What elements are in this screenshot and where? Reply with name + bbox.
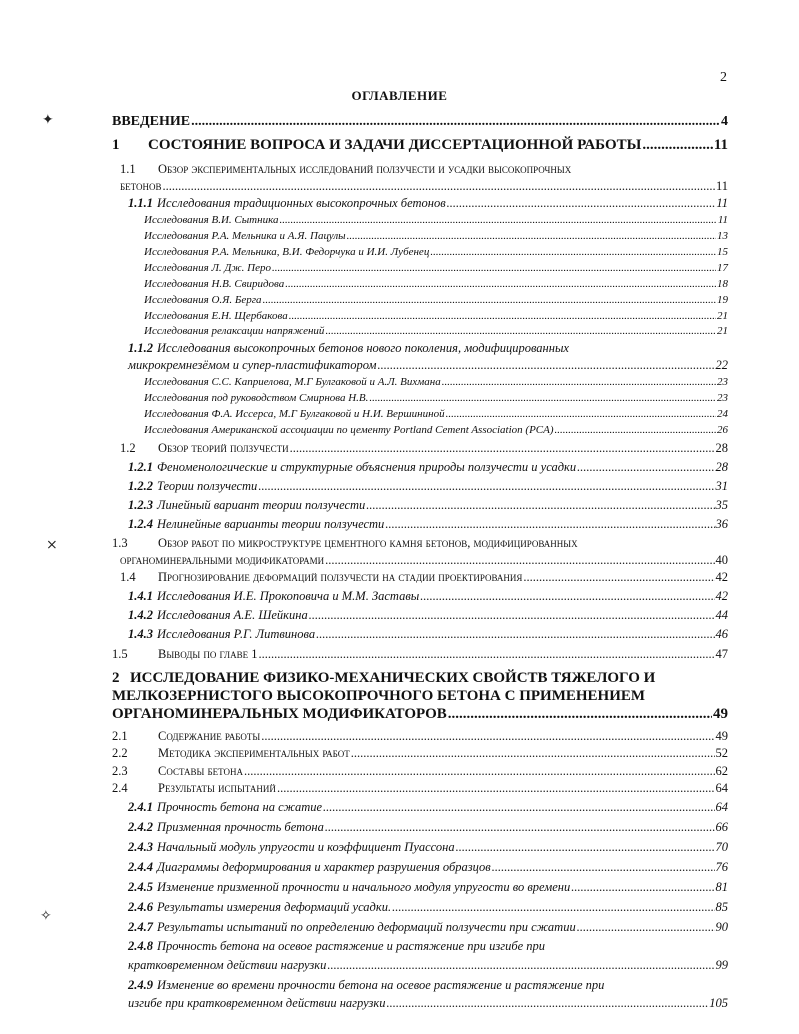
dot-leader xyxy=(571,880,714,895)
toc-number: 1.4.3 xyxy=(128,627,153,641)
toc-title: Феноменологические и структурные объяснения природы ползучести и усадки xyxy=(157,460,577,474)
toc-title: Нелинейные варианты теории ползучести xyxy=(157,517,385,531)
toc-subentry[interactable] xyxy=(144,408,728,420)
dot-leader xyxy=(351,746,715,761)
toc-page: 46 xyxy=(715,627,728,641)
toc-page: 23 xyxy=(717,392,728,404)
dot-leader xyxy=(325,325,716,337)
dot-leader xyxy=(277,781,715,796)
toc-number: 1.2.1 xyxy=(128,460,153,474)
toc-entry[interactable] xyxy=(128,820,728,835)
toc-title-cont: изгибе при кратковременном действии нагрузки xyxy=(128,996,386,1010)
toc-title-cont: микрокремнезёмом и супер-пластификатором xyxy=(128,358,377,372)
dot-leader xyxy=(191,114,720,130)
toc-entry-1-1-2-cont[interactable] xyxy=(128,358,728,373)
toc-page: 85 xyxy=(715,900,728,914)
dot-leader xyxy=(555,424,716,436)
toc-number: 2.4.7 xyxy=(128,920,153,934)
toc-page: 49 xyxy=(713,706,728,722)
toc-page: 40 xyxy=(715,553,728,567)
toc-page: 49 xyxy=(715,729,728,743)
toc-page: 99 xyxy=(715,958,728,972)
toc-page: 18 xyxy=(717,278,728,290)
toc-subentry[interactable] xyxy=(144,376,728,388)
toc-entry[interactable] xyxy=(128,800,728,815)
dot-leader xyxy=(244,764,714,779)
toc-entry-chapter-2-cont xyxy=(112,688,645,705)
toc-title: Исследования Л. Дж. Перо xyxy=(144,262,271,274)
dot-leader xyxy=(430,246,716,258)
toc-page: 52 xyxy=(715,746,728,760)
scan-mark-icon: ✦ xyxy=(42,113,54,128)
dot-leader xyxy=(258,647,714,662)
toc-page: 4 xyxy=(721,114,728,129)
toc-subentry[interactable] xyxy=(144,310,728,322)
toc-subentry[interactable] xyxy=(144,262,728,274)
toc-page: 28 xyxy=(715,460,728,474)
toc-number: 1.2.3 xyxy=(128,498,153,512)
toc-subentry[interactable] xyxy=(144,424,728,436)
toc-title: Исследования релаксации напряжений xyxy=(144,325,325,337)
toc-entry[interactable] xyxy=(128,860,728,875)
dot-leader xyxy=(325,820,715,835)
toc-number: 1.5 xyxy=(112,647,128,661)
toc-number: 1.1.2 xyxy=(128,341,153,355)
toc-page: 62 xyxy=(715,764,728,778)
toc-page: 13 xyxy=(717,230,728,242)
toc-title: Результаты измерения деформаций усадки. xyxy=(157,900,392,914)
toc-page: 26 xyxy=(717,424,728,436)
toc-page: 70 xyxy=(715,840,728,854)
toc-title: Результаты испытаний по определению деформаций ползучести при сжатии xyxy=(157,920,576,934)
page-number: 2 xyxy=(720,70,727,85)
dot-leader xyxy=(316,627,714,642)
toc-title: Результаты испытаний xyxy=(158,781,276,795)
toc-title-cont: бетонов xyxy=(120,179,162,193)
toc-title: Составы бетона xyxy=(158,764,244,778)
toc-entry-introduction[interactable] xyxy=(112,114,728,130)
toc-title: Теории ползучести xyxy=(157,479,258,493)
toc-subentry[interactable] xyxy=(144,294,728,306)
dot-leader xyxy=(377,358,714,373)
toc-title: Исследования традиционных высокопрочных бетонов xyxy=(157,196,446,210)
toc-title-cont: МЕЛКОЗЕРНИСТОГО ВЫСОКОПРОЧНОГО БЕТОНА С ПРИМЕНЕНИЕМ xyxy=(112,688,646,704)
dot-leader xyxy=(442,376,716,388)
toc-page: 21 xyxy=(717,310,728,322)
dot-leader xyxy=(392,900,714,915)
toc-title: Начальный модуль упругости и коэффициент Пуассона xyxy=(157,840,455,854)
toc-entry-1-1[interactable] xyxy=(120,162,571,177)
toc-page: 19 xyxy=(717,294,728,306)
dot-leader xyxy=(386,996,708,1011)
toc-title: Исследования И.Е. Прокоповича и М.М. Заставы xyxy=(157,589,420,603)
toc-entry[interactable] xyxy=(128,460,728,475)
dot-leader xyxy=(492,860,715,875)
toc-page: 31 xyxy=(715,479,728,493)
toc-title: Призменная прочность бетона xyxy=(157,820,324,834)
toc-number: 1.2.2 xyxy=(128,479,153,493)
toc-title: Исследования О.Я. Берга xyxy=(144,294,262,306)
toc-number: 2.4 xyxy=(112,781,128,795)
toc-number: 1.1.1 xyxy=(128,196,153,210)
toc-entry[interactable] xyxy=(128,627,728,642)
toc-entry[interactable] xyxy=(112,729,728,744)
dot-leader xyxy=(577,920,715,935)
scan-mark-icon: ⨯ xyxy=(46,538,58,553)
toc-title: Исследования под руководством Смирнова Н.В. xyxy=(144,392,369,404)
toc-page: 11 xyxy=(717,214,728,226)
toc-page: 11 xyxy=(716,196,728,210)
toc-entry[interactable] xyxy=(128,900,728,915)
toc-title-cont: ОРГАНОМИНЕРАЛЬНЫХ МОДИФИКАТОРОВ xyxy=(112,706,447,722)
toc-number: 1.3 xyxy=(112,536,128,550)
dot-leader xyxy=(446,408,716,420)
toc-entry[interactable] xyxy=(128,840,728,855)
toc-title: Исследования Американской ассоциации по цементу Portland Cement Association (PCA) xyxy=(144,424,554,436)
toc-entry-2-4-9[interactable] xyxy=(128,978,604,993)
toc-heading: ОГЛАВЛЕНИЕ xyxy=(351,88,448,103)
toc-page: 24 xyxy=(717,408,728,420)
toc-subentry[interactable] xyxy=(144,325,728,337)
toc-entry-1-4[interactable] xyxy=(120,570,728,585)
toc-subentry[interactable] xyxy=(144,278,728,290)
toc-page: 90 xyxy=(715,920,728,934)
toc-number: 1.2.4 xyxy=(128,517,153,531)
toc-page: 81 xyxy=(715,880,728,894)
toc-number: 2.4.9 xyxy=(128,978,153,992)
toc-title: Исследования Р.А. Мельника, В.И. Федорчука и И.И. Лубенец xyxy=(144,246,430,258)
toc-number: 2.4.6 xyxy=(128,900,153,914)
toc-title: Исследования В.И. Сытника xyxy=(144,214,279,226)
toc-title: ИССЛЕДОВАНИЕ ФИЗИКО-МЕХАНИЧЕСКИХ СВОЙСТВ ТЯЖЕЛОГО И xyxy=(130,670,656,686)
toc-number: 2.3 xyxy=(112,764,128,778)
toc-entry-1-3-cont[interactable] xyxy=(120,553,728,568)
toc-entry-chapter-1[interactable] xyxy=(112,137,728,154)
dot-leader xyxy=(272,262,716,274)
toc-page: 11 xyxy=(715,179,728,193)
dot-leader xyxy=(323,800,714,815)
toc-number: 2.2 xyxy=(112,746,128,760)
toc-entry-1-1-cont[interactable] xyxy=(120,179,728,194)
toc-entry[interactable] xyxy=(128,880,728,895)
toc-title: Изменение во времени прочности бетона на осевое растяжение и растяжение при xyxy=(157,978,605,992)
toc-entry[interactable] xyxy=(112,781,728,796)
toc-title: Прогнозирование деформаций ползучести на стадии проектирования xyxy=(158,570,523,584)
toc-page: 105 xyxy=(709,996,728,1010)
toc-subentry[interactable] xyxy=(144,214,728,226)
toc-title: Исследования высокопрочных бетонов нового поколения, модифицированных xyxy=(157,341,569,355)
toc-title: Линейный вариант теории ползучести xyxy=(157,498,366,512)
toc-title: Обзор экспериментальных исследований ползучести и усадки высокопрочных xyxy=(158,162,572,176)
toc-page: 36 xyxy=(715,517,728,531)
toc-number: 2.4.2 xyxy=(128,820,153,834)
toc-title: СОСТОЯНИЕ ВОПРОСА И ЗАДАЧИ ДИССЕРТАЦИОННОЙ РАБОТЫ xyxy=(148,137,642,153)
toc-entry[interactable] xyxy=(128,608,728,623)
toc-number: 1.1 xyxy=(120,162,136,176)
toc-number: 2.4.4 xyxy=(128,860,153,874)
toc-title: Исследования А.Е. Шейкина xyxy=(157,608,308,622)
toc-page: 44 xyxy=(715,608,728,622)
toc-page: 15 xyxy=(717,246,728,258)
dot-leader xyxy=(289,310,716,322)
toc-page: 64 xyxy=(715,800,728,814)
toc-number: 1.4.1 xyxy=(128,589,153,603)
toc-title: Выводы по главе 1 xyxy=(158,647,258,661)
toc-page: 23 xyxy=(717,376,728,388)
toc-title: Обзор теорий ползучести xyxy=(158,441,289,455)
toc-number: 2.4.1 xyxy=(128,800,153,814)
toc-entry-2-4-8[interactable] xyxy=(128,939,545,954)
toc-subentry[interactable] xyxy=(144,230,728,242)
toc-entry-2-4-9-cont[interactable] xyxy=(128,996,728,1011)
toc-number: 1 xyxy=(112,137,120,153)
toc-entry[interactable] xyxy=(128,479,728,494)
toc-title-cont: органоминеральными модификаторами xyxy=(120,553,325,567)
toc-number: 2.1 xyxy=(112,729,128,743)
toc-page: 22 xyxy=(715,358,728,372)
toc-number: 2.4.8 xyxy=(128,939,153,953)
toc-title: Прочность бетона на сжатие xyxy=(157,800,323,814)
toc-page: 17 xyxy=(717,262,728,274)
toc-title: Исследования Р.А. Мельника и А.Я. Пацулы xyxy=(144,230,346,242)
dot-leader xyxy=(577,460,714,475)
toc-entry-1-1-2[interactable] xyxy=(128,341,569,356)
toc-title: Методика экспериментальных работ xyxy=(158,746,350,760)
toc-subentry[interactable] xyxy=(144,246,728,258)
toc-page: 47 xyxy=(715,647,728,661)
toc-entry-1-1-1[interactable] xyxy=(128,196,728,211)
toc-title: Диаграммы деформирования и характер разрушения образцов xyxy=(157,860,491,874)
toc-title: Изменение призменной прочности и начального модуля упругости во времени xyxy=(157,880,571,894)
toc-page: 21 xyxy=(717,325,728,337)
toc-number: 2 xyxy=(112,670,120,686)
dot-leader xyxy=(369,392,716,404)
toc-entry-2-4-8-cont[interactable] xyxy=(128,958,728,973)
toc-title: ВВЕДЕНИЕ xyxy=(112,114,191,129)
toc-title: Содержание работы xyxy=(158,729,261,743)
dot-leader xyxy=(347,230,716,242)
toc-entry-1-3[interactable] xyxy=(112,536,578,551)
toc-page: 42 xyxy=(715,589,728,603)
dot-leader xyxy=(163,179,715,194)
toc-title: Исследования С.С. Каприелова, М.Г Булгаковой и А.Л. Вихмана xyxy=(144,376,441,388)
toc-title: Обзор работ по микроструктуре цементного камня бетонов, модифицированных xyxy=(158,536,578,550)
toc-page: 42 xyxy=(715,570,728,584)
toc-title: Прочность бетона на осевое растяжение и растяжение при изгибе при xyxy=(157,939,546,953)
toc-number: 2.4.5 xyxy=(128,880,153,894)
toc-number: 1.4.2 xyxy=(128,608,153,622)
toc-page: 28 xyxy=(715,441,728,455)
dot-leader xyxy=(327,958,714,973)
toc-entry[interactable] xyxy=(128,498,728,513)
scan-mark-icon: ✧ xyxy=(40,909,52,924)
dot-leader xyxy=(325,553,714,568)
toc-entry[interactable] xyxy=(128,920,728,935)
dot-leader xyxy=(385,517,714,532)
dot-leader xyxy=(448,706,712,723)
toc-entry-chapter-2[interactable] xyxy=(112,670,655,687)
toc-title: Исследования Ф.А. Иссерса, М.Г Булгаковой и Н.И. Вершининой xyxy=(144,408,445,420)
toc-page: 66 xyxy=(715,820,728,834)
dot-leader xyxy=(366,498,714,513)
toc-entry[interactable] xyxy=(112,746,728,761)
dot-leader xyxy=(290,441,715,456)
dot-leader xyxy=(642,137,712,154)
toc-page: 35 xyxy=(715,498,728,512)
toc-entry[interactable] xyxy=(128,589,728,604)
toc-entry[interactable] xyxy=(112,764,728,779)
dot-leader xyxy=(258,479,714,494)
dot-leader xyxy=(456,840,715,855)
dot-leader xyxy=(285,278,716,290)
toc-number: 2.4.3 xyxy=(128,840,153,854)
dot-leader xyxy=(279,214,716,226)
toc-entry-1-2[interactable] xyxy=(120,441,728,456)
dot-leader xyxy=(309,608,715,623)
toc-number: 1.2 xyxy=(120,441,136,455)
toc-entry[interactable] xyxy=(128,517,728,532)
toc-subentry[interactable] xyxy=(144,392,728,404)
dot-leader xyxy=(523,570,714,585)
toc-entry-chapter-2-cont[interactable] xyxy=(112,706,728,723)
toc-page: 76 xyxy=(715,860,728,874)
toc-title: Исследования Р.Г. Литвинова xyxy=(157,627,316,641)
toc-page: 11 xyxy=(713,137,728,153)
toc-title: Исследования Н.В. Свиридова xyxy=(144,278,285,290)
toc-title: Исследования Е.Н. Щербакова xyxy=(144,310,288,322)
dot-leader xyxy=(420,589,714,604)
toc-title-cont: кратковременном действии нагрузки xyxy=(128,958,327,972)
dot-leader xyxy=(263,294,716,306)
toc-page: 64 xyxy=(715,781,728,795)
toc-entry-1-5[interactable] xyxy=(112,647,728,662)
dot-leader xyxy=(261,729,714,744)
toc-number: 1.4 xyxy=(120,570,136,584)
dot-leader xyxy=(447,196,716,211)
